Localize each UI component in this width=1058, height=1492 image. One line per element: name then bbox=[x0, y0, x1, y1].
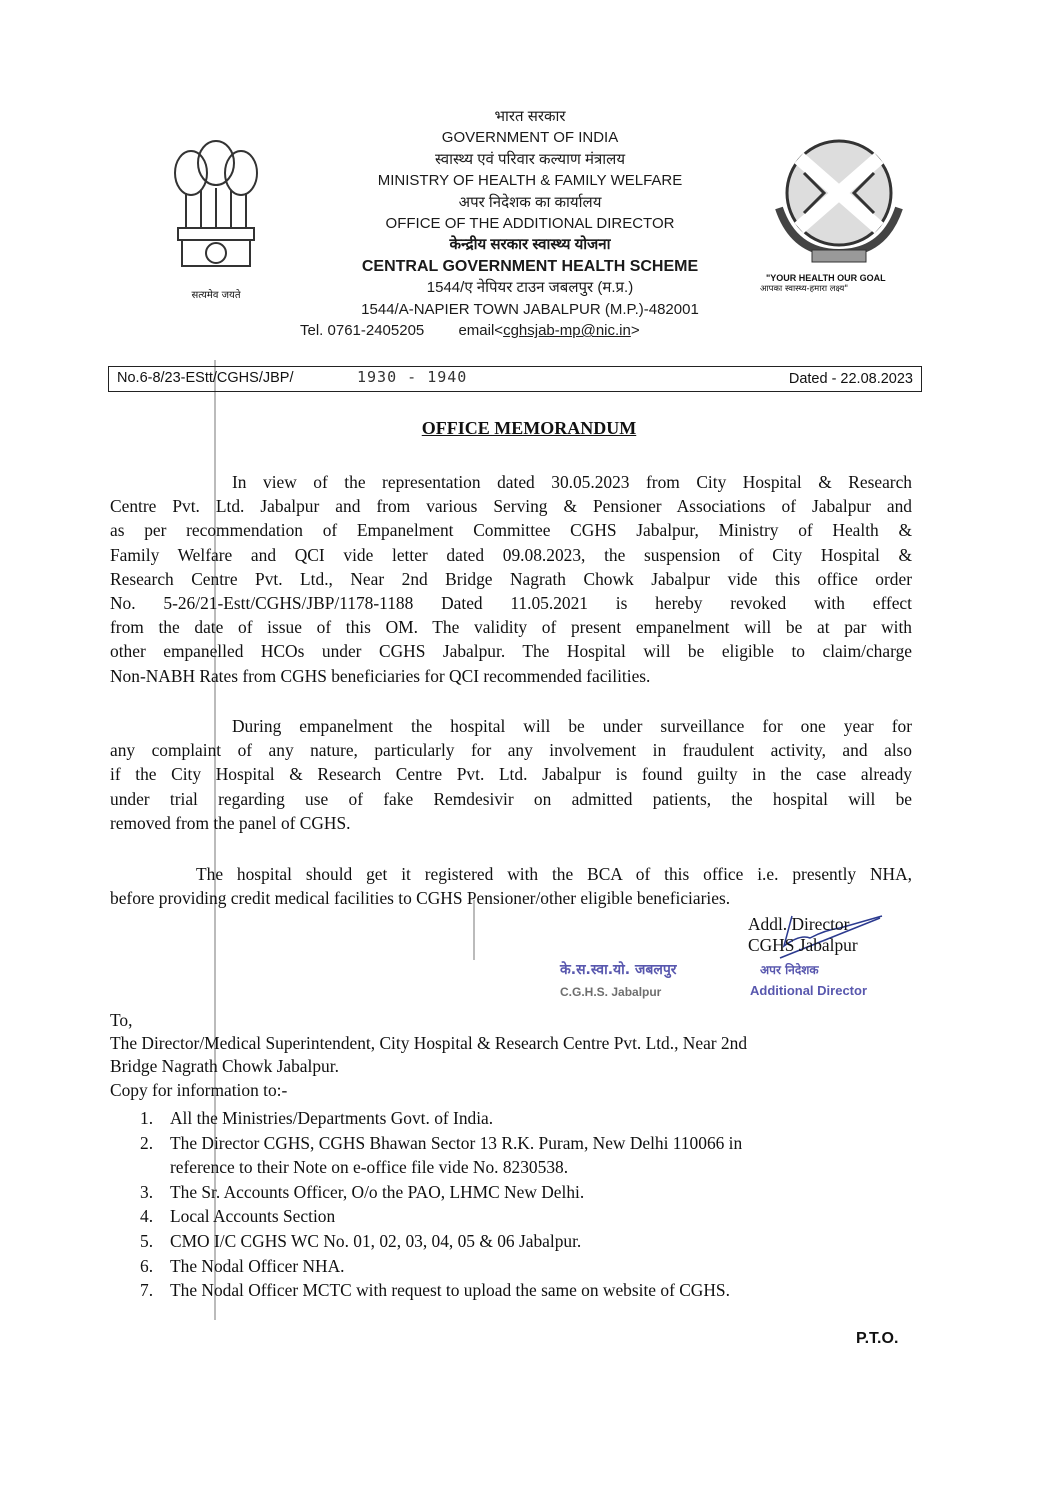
text-line: under trial regarding use of fake Remdesivir on admitted patients, the hospital will be bbox=[110, 788, 912, 809]
page-title: OFFICE MEMORANDUM bbox=[421, 418, 637, 438]
text-line: as per recommendation of Empanelment Committee CGHS Jabalpur, Ministry of Health & bbox=[110, 520, 912, 541]
handwritten-number: 1930 - 1940 bbox=[357, 368, 468, 386]
list-number: 4. bbox=[140, 1206, 154, 1227]
header-line: 1544/A-NAPIER TOWN JABALPUR (M.P.)-482001 bbox=[361, 300, 699, 318]
text-line: The hospital should get it registered with the BCA of this office i.e. presently NHA, bbox=[196, 864, 912, 884]
header-line: स्वास्थ्य एवं परिवार कल्याण मंत्रालय bbox=[434, 150, 626, 168]
list-text: CMO I/C CGHS WC No. 01, 02, 03, 04, 05 & 06 Jabalpur. bbox=[170, 1230, 582, 1251]
to-label: To, bbox=[110, 1010, 133, 1030]
list-item bbox=[140, 1278, 742, 1303]
list-number: 5. bbox=[140, 1230, 154, 1251]
text-line: Research Centre Pvt. Ltd., Near 2nd Bridge Nagrath Chowk Jabalpur vide this office order bbox=[110, 568, 912, 589]
copy-label: Copy for information to:- bbox=[110, 1080, 288, 1101]
header-line: 1544/ए नेपियर टाउन जबलपुर (म.प्र.) bbox=[426, 279, 634, 297]
list-number: 6. bbox=[140, 1255, 154, 1276]
text-line: before providing credit medical facilities to CGHS Pensioner/other eligible beneficiaries. bbox=[110, 888, 731, 909]
text-line: other empanelled HCOs under CGHS Jabalpur. The Hospital will be eligible to claim/charge bbox=[110, 641, 912, 662]
cghs-slogan-hi: आपका स्वास्थ्य-हमारा लक्ष्य" bbox=[760, 284, 849, 294]
list-text: All the Ministries/Departments Govt. of India. bbox=[170, 1108, 494, 1128]
header-line: भारत सरकार bbox=[494, 108, 566, 125]
list-number: 3. bbox=[140, 1181, 154, 1202]
paragraph-1 bbox=[110, 470, 912, 688]
header-line: केन्द्रीय सरकार स्वास्थ्य योजना bbox=[449, 236, 611, 254]
stamp-hindi-title: अपर निदेशक bbox=[760, 963, 819, 977]
copy-list bbox=[140, 1106, 742, 1303]
list-item bbox=[140, 1106, 742, 1131]
cghs-slogan-en: "YOUR HEALTH OUR GOAL bbox=[766, 273, 886, 283]
list-item bbox=[140, 1155, 742, 1180]
cghs-logo-icon bbox=[764, 128, 914, 268]
text-line: In view of the representation dated 30.05.2023 from City Hospital & Research bbox=[232, 472, 912, 492]
contact-line bbox=[280, 320, 780, 341]
email-link[interactable]: cghsjab-mp@nic.in bbox=[503, 322, 631, 340]
list-text: The Nodal Officer NHA. bbox=[170, 1255, 345, 1276]
header-line: OFFICE OF THE ADDITIONAL DIRECTOR bbox=[385, 215, 675, 233]
text-line: Family Welfare and QCI vide letter dated 09.08.2023, the suspension of City Hospital & bbox=[110, 544, 912, 565]
paragraph-3 bbox=[110, 862, 912, 910]
reference-number: No.6-8/23-EStt/CGHS/JBP/ bbox=[117, 370, 294, 386]
text-line: if the City Hospital & Research Centre Pvt. Ltd. Jabalpur is found guilty in the case already bbox=[110, 764, 912, 785]
text-line: Centre Pvt. Ltd. Jabalpur and from various Serving & Pensioner Associations of Jabalpur and bbox=[110, 496, 912, 517]
paragraph-2 bbox=[110, 714, 912, 835]
list-text: Local Accounts Section bbox=[170, 1206, 336, 1227]
header-line: MINISTRY OF HEALTH & FAMILY WELFARE bbox=[377, 172, 683, 190]
lion-capital-icon bbox=[166, 128, 266, 278]
list-item bbox=[140, 1254, 742, 1279]
header-line: CENTRAL GOVERNMENT HEALTH SCHEME bbox=[361, 257, 699, 275]
text-line: removed from the panel of CGHS. bbox=[110, 812, 351, 833]
cghs-logo bbox=[760, 128, 930, 294]
address-line: The Director/Medical Superintendent, City Hospital & Research Centre Pvt. Ltd., Near 2nd bbox=[110, 1033, 748, 1054]
signatory-office: CGHS Jabalpur bbox=[748, 935, 858, 955]
list-number: 2. bbox=[140, 1132, 154, 1153]
text-line: Non-NABH Rates from CGHS beneficiaries for QCI recommended facilities. bbox=[110, 665, 651, 686]
national-emblem bbox=[166, 128, 266, 301]
email-field bbox=[458, 322, 639, 339]
memo-date: Dated - 22.08.2023 bbox=[788, 371, 913, 387]
list-text: The Nodal Officer MCTC with request to upload the same on website of CGHS. bbox=[170, 1280, 730, 1301]
list-text: The Director CGHS, CGHS Bhawan Sector 13 R.K. Puram, New Delhi 110066 in bbox=[170, 1132, 743, 1153]
telephone: Tel. 0761-2405205 bbox=[300, 322, 425, 340]
text-line: any complaint of any nature, particularly for any involvement in fraudulent activity, and also bbox=[110, 740, 912, 761]
text-line: from the date of issue of this OM. The validity of present empanelment will be at par with bbox=[110, 617, 912, 638]
list-item bbox=[140, 1229, 742, 1254]
header-line: अपर निदेशक का कार्यालय bbox=[458, 193, 602, 211]
header-line: GOVERNMENT OF INDIA bbox=[441, 129, 619, 147]
list-item bbox=[140, 1204, 742, 1229]
email-prefix: email< bbox=[458, 322, 504, 340]
signatory-designation: Addl. Director bbox=[748, 914, 850, 934]
stamp-english-office: C.G.H.S. Jabalpur bbox=[560, 985, 662, 999]
letterhead bbox=[280, 106, 780, 341]
email-suffix: > bbox=[630, 322, 640, 340]
list-item bbox=[140, 1131, 742, 1156]
emblem-motto: सत्यमेव जयते bbox=[191, 290, 241, 301]
text-line: During empanelment the hospital will be under surveillance for one year for bbox=[232, 716, 912, 736]
list-item bbox=[140, 1180, 742, 1205]
addressee bbox=[110, 1008, 912, 1103]
list-number: 7. bbox=[140, 1280, 154, 1301]
page-turn-over: P.T.O. bbox=[856, 1330, 899, 1347]
list-text: The Sr. Accounts Officer, O/o the PAO, LHMC New Delhi. bbox=[170, 1181, 585, 1202]
list-number: 1. bbox=[140, 1108, 154, 1128]
signature-block bbox=[748, 914, 858, 956]
list-text: reference to their Note on e-office file vide No. 8230538. bbox=[170, 1157, 569, 1178]
stamp-english-title: Additional Director bbox=[750, 983, 868, 998]
address-line: Bridge Nagrath Chowk Jabalpur. bbox=[110, 1056, 339, 1077]
stamp-hindi-office: के.स.स्वा.यो. जबलपुर bbox=[560, 962, 677, 978]
text-line: No. 5-26/21-Estt/CGHS/JBP/1178-1188 Dated 11.05.2021 is hereby revoked with effect bbox=[110, 592, 912, 613]
reference-box bbox=[108, 366, 922, 392]
